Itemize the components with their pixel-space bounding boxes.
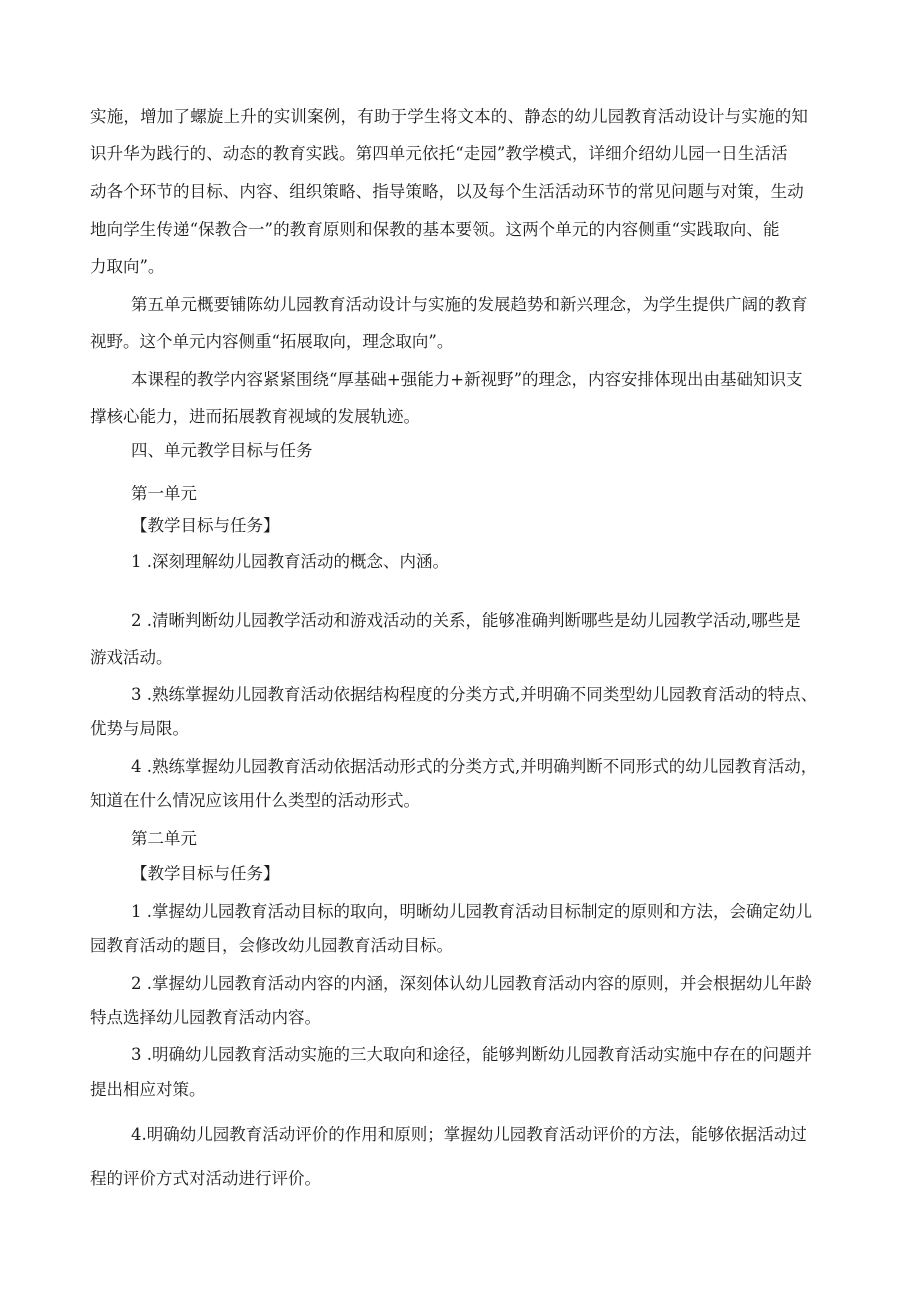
- paragraph-line: 第五单元概要铺陈幼儿园教育活动设计与实施的发展趋势和新兴理念，为学生提供广阔的教育: [131, 295, 808, 314]
- paragraph-line: 动各个环节的目标、内容、组织策略、指导策略，以及每个生活活动环节的常见问题与对策，生动: [90, 182, 804, 201]
- list-item: 4.明确幼儿园教育活动评价的作用和原则；掌握幼儿园教育活动评价的方法，能够依据活动过: [131, 1125, 807, 1144]
- list-item-continuation: 程的评价方式对活动进行评价。: [90, 1169, 321, 1188]
- paragraph-line: 视野。这个单元内容侧重“拓展取向，理念取向”。: [90, 332, 454, 351]
- list-item-continuation: 优势与局限。: [90, 719, 189, 738]
- list-item: 3 .明确幼儿园教育活动实施的三大取向和途径，能够判断幼儿园教育活动实施中存在的问题并: [131, 1045, 812, 1064]
- list-item-continuation: 提出相应对策。: [90, 1080, 206, 1099]
- unit-title: 第二单元: [131, 829, 197, 848]
- unit-title: 第一单元: [131, 484, 197, 503]
- list-item-continuation: 知道在什么情况应该用什么类型的活动形式。: [90, 791, 420, 810]
- paragraph-line: 实施，增加了螺旋上升的实训案例，有助于学生将文本的、静态的幼儿园教育活动设计与实施的知: [90, 107, 809, 126]
- paragraph-line: 本课程的教学内容紧紧围绕“厚基础+强能力+新视野”的理念，内容安排体现出由基础知识支: [131, 370, 803, 389]
- unit-subheading: 【教学目标与任务】: [131, 864, 280, 883]
- section-heading: 四、单元教学目标与任务: [131, 441, 313, 460]
- list-item: 2 .清晰判断幼儿园教学活动和游戏活动的关系，能够准确判断哪些是幼儿园教学活动,哪些是: [131, 611, 801, 630]
- paragraph-line: 力取向”。: [90, 257, 165, 276]
- paragraph-line: 地向学生传递“保教合一”的教育原则和保教的基本要领。这两个单元的内容侧重“实践取向、能: [90, 220, 780, 239]
- unit-subheading: 【教学目标与任务】: [131, 516, 280, 535]
- paragraph-line: 撑核心能力，进而拓展教育视域的发展轨迹。: [90, 407, 420, 426]
- list-item: 3 .熟练掌握幼儿园教育活动依据结构程度的分类方式,并明确不同类型幼儿园教育活动的特点、: [131, 685, 818, 704]
- paragraph-line: 识升华为践行的、动态的教育实践。第四单元依托“走园”教学模式，详细介绍幼儿园一日生活活: [90, 144, 788, 163]
- list-item-continuation: 特点选择幼儿园教育活动内容。: [90, 1008, 321, 1027]
- list-item: 1 .深刻理解幼儿园教育活动的概念、内涵。: [131, 552, 449, 571]
- list-item: 2 .掌握幼儿园教育活动内容的内涵，深刻体认幼儿园教育活动内容的原则，并会根据幼儿年龄: [131, 974, 812, 993]
- list-item-continuation: 园教育活动的题目，会修改幼儿园教育活动目标。: [90, 936, 453, 955]
- list-item-continuation: 游戏活动。: [90, 648, 173, 667]
- list-item: 4 .熟练掌握幼儿园教育活动依据活动形式的分类方式,并明确判断不同形式的幼儿园教育活动，: [131, 757, 818, 776]
- list-item: 1 .掌握幼儿园教育活动目标的取向，明晰幼儿园教育活动目标制定的原则和方法，会确定幼儿: [131, 902, 812, 921]
